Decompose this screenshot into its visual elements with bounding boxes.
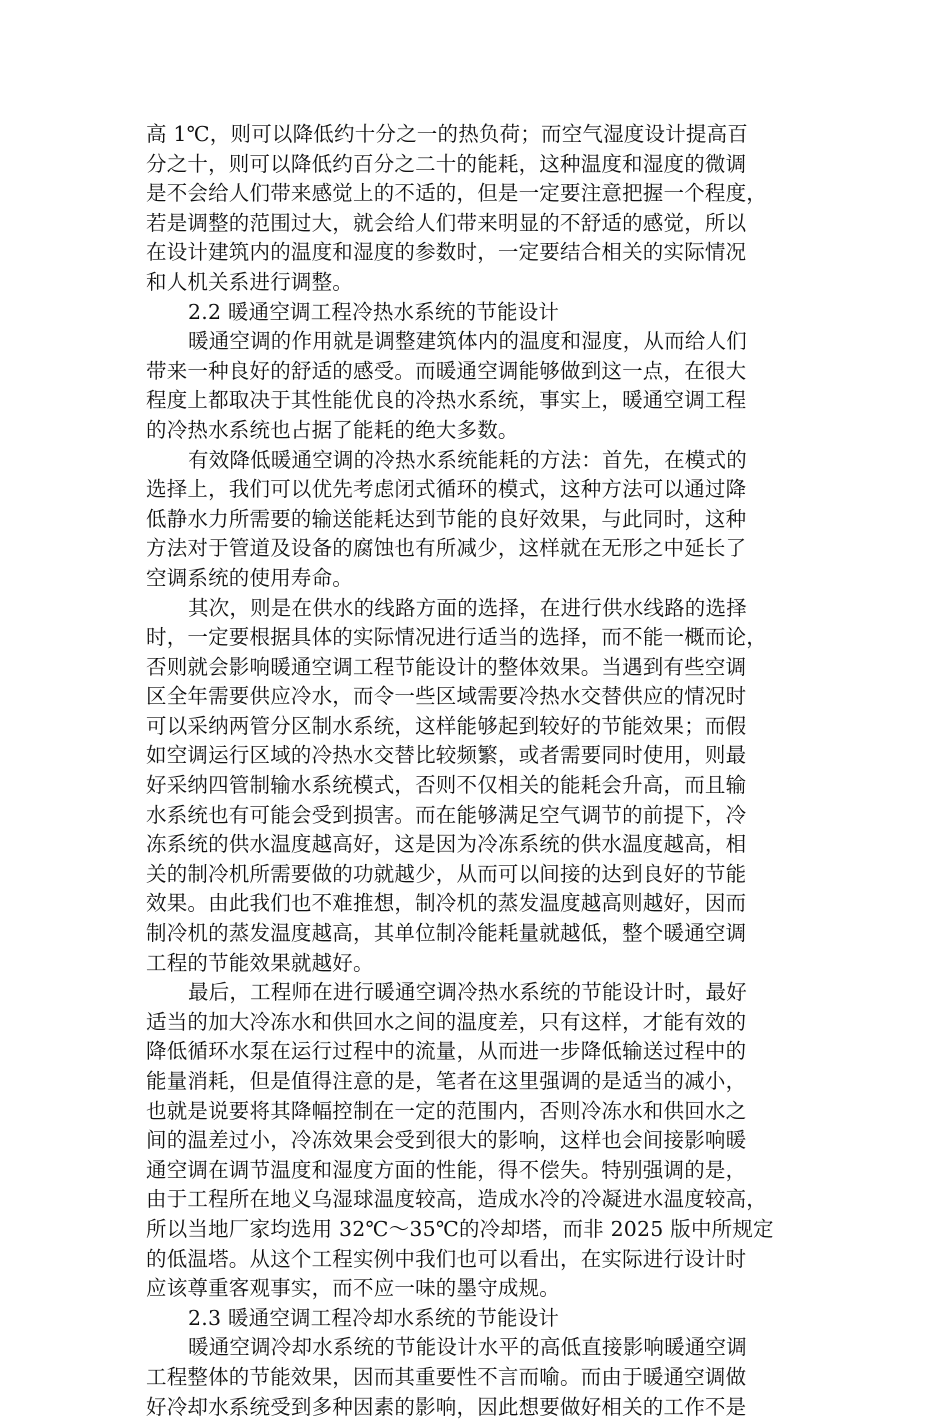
text-line: 效果。由此我们也不难推想，制冷机的蒸发温度越高则越好，因而 — [146, 891, 747, 916]
text-line: 若是调整的范围过大，就会给人们带来明显的不舒适的感觉，所以 — [146, 210, 747, 235]
text-line: 适当的加大冷冻水和供回水之间的温度差，只有这样，才能有效的 — [146, 1009, 747, 1034]
text-line: 分之十，则可以降低约百分之二十的能耗，这种温度和湿度的微调 — [146, 151, 747, 176]
text-line: 方法对于管道及设备的腐蚀也有所减少，这样就在无形之中延长了 — [146, 536, 747, 561]
text-line: 带来一种良好的舒适的感受。而暖通空调能够做到这一点，在很大 — [146, 358, 747, 383]
section-heading: 2.2 暖通空调工程冷热水系统的节能设计 — [188, 299, 560, 324]
text-line: 由于工程所在地义乌湿球温度较高，造成水冷的冷凝进水温度较高， — [146, 1187, 767, 1212]
text-line: 其次，则是在供水的线路方面的选择，在进行供水线路的选择 — [188, 595, 747, 620]
text-line: 好冷却水系统受到多种因素的影响，因此想要做好相关的工作不是 — [146, 1394, 747, 1419]
text-line: 时，一定要根据具体的实际情况进行适当的选择，而不能一概而论， — [146, 625, 767, 650]
text-line: 在设计建筑内的温度和湿度的参数时，一定要结合相关的实际情况 — [146, 240, 747, 265]
text-line: 降低循环水泵在运行过程中的流量，从而进一步降低输送过程中的 — [146, 1039, 747, 1064]
text-line: 的低温塔。从这个工程实例中我们也可以看出，在实际进行设计时 — [146, 1246, 747, 1271]
text-line: 如空调运行区域的冷热水交替比较频繁，或者需要同时使用，则最 — [146, 743, 747, 768]
text-line: 暖通空调的作用就是调整建筑体内的温度和湿度，从而给人们 — [188, 329, 747, 354]
text-line: 空调系统的使用寿命。 — [146, 565, 353, 590]
text-line: 制冷机的蒸发温度越高，其单位制冷能耗量就越低，整个暖通空调 — [146, 921, 747, 946]
text-line: 通空调在调节温度和湿度方面的性能，得不偿失。特别强调的是， — [146, 1157, 747, 1182]
text-line: 最后，工程师在进行暖通空调冷热水系统的节能设计时，最好 — [188, 980, 747, 1005]
text-line: 冻系统的供水温度越高好，这是因为冷冻系统的供水温度越高，相 — [146, 832, 747, 857]
text-line: 可以采纳两管分区制水系统，这样能够起到较好的节能效果；而假 — [146, 713, 747, 738]
text-line: 选择上，我们可以优先考虑闭式循环的模式，这种方法可以通过降 — [146, 477, 747, 502]
text-line: 是不会给人们带来感觉上的不适的，但是一定要注意把握一个程度， — [146, 181, 767, 206]
text-line: 关的制冷机所需要做的功就越少，从而可以间接的达到良好的节能 — [146, 861, 747, 886]
text-line: 能量消耗，但是值得注意的是，笔者在这里强调的是适当的减小， — [146, 1069, 747, 1093]
text-line: 也就是说要将其降幅控制在一定的范围内，否则冷冻水和供回水之 — [146, 1098, 747, 1123]
text-line: 工程的节能效果就越好。 — [146, 950, 374, 975]
text-line: 应该尊重客观事实，而不应一味的墨守成规。 — [146, 1276, 560, 1301]
text-line: 低静水力所需要的输送能耗达到节能的良好效果，与此同时，这种 — [146, 506, 747, 531]
text-line: 程度上都取决于其性能优良的冷热水系统，事实上，暖通空调工程 — [146, 388, 747, 413]
section-heading: 2.3 暖通空调工程冷却水系统的节能设计 — [188, 1305, 560, 1330]
text-line: 有效降低暖通空调的冷热水系统能耗的方法：首先，在模式的 — [188, 447, 747, 472]
text-line: 间的温差过小，冷冻效果会受到很大的影响，这样也会间接影响暖 — [146, 1128, 747, 1153]
text-line: 暖通空调冷却水系统的节能设计水平的高低直接影响暖通空调 — [188, 1335, 747, 1360]
text-line: 水系统也有可能会受到损害。而在能够满足空气调节的前提下，冷 — [146, 802, 747, 827]
text-line: 所以当地厂家均选用 32℃～35℃的冷却塔，而非 2025 版中所规定 — [146, 1216, 774, 1241]
body-text — [146, 120, 806, 1422]
text-line: 的冷热水系统也占据了能耗的绝大多数。 — [146, 417, 519, 442]
text-line: 工程整体的节能效果，因而其重要性不言而喻。而由于暖通空调做 — [146, 1364, 747, 1389]
text-line: 和人机关系进行调整。 — [146, 269, 353, 294]
text-line: 好采纳四管制输水系统模式，否则不仅相关的能耗会升高，而且输 — [146, 773, 747, 798]
text-line: 否则就会影响暖通空调工程节能设计的整体效果。当遇到有些空调 — [146, 654, 747, 679]
text-line: 区全年需要供应冷水，而令一些区域需要冷热水交替供应的情况时 — [146, 684, 747, 709]
text-line: 高 1℃，则可以降低约十分之一的热负荷；而空气湿度设计提高百 — [146, 122, 748, 146]
